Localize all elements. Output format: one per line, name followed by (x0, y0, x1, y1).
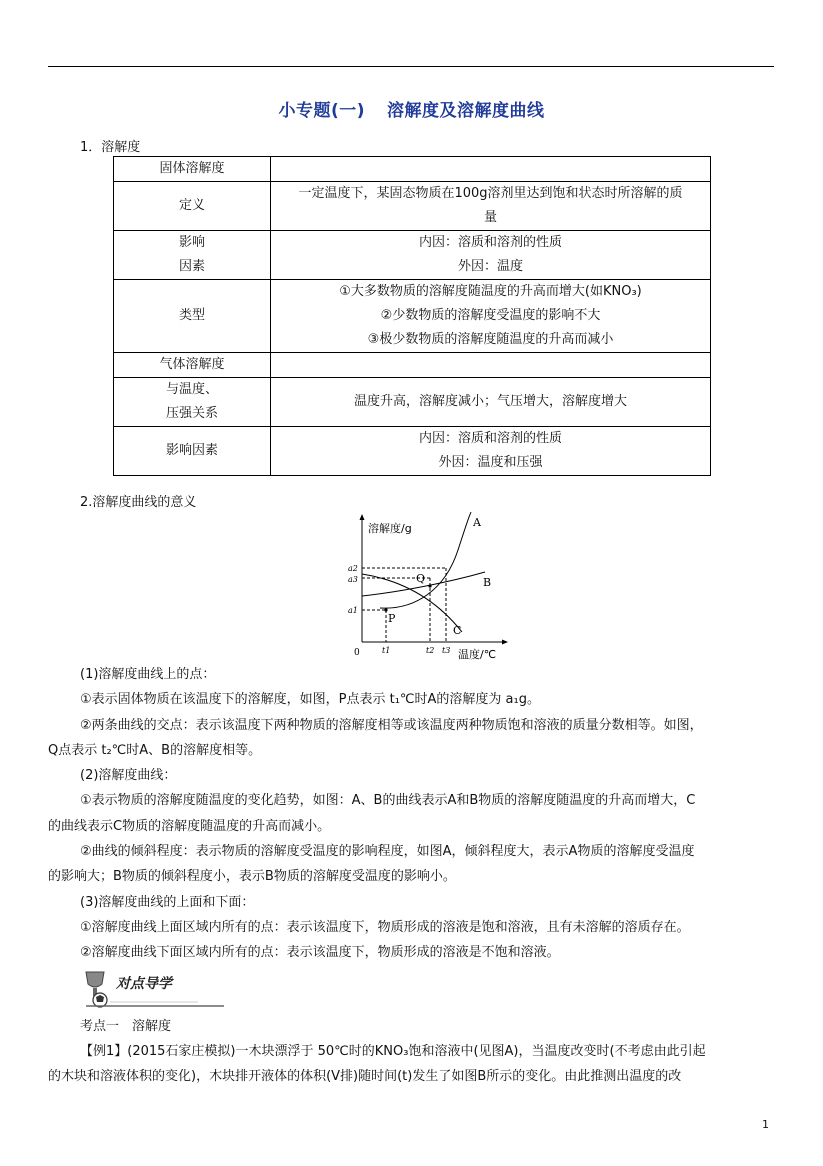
explanation-line: Q点表示 t₂℃时A、B的溶解度相等。 (48, 742, 262, 758)
explanation-line: ②两条曲线的交点：表示该温度下两种物质的溶解度相等或该温度两种物质饱和溶液的质量分数相等。如图， (80, 717, 703, 733)
explanation-text (48, 662, 778, 966)
table-cell-line (275, 157, 706, 181)
y-tick-a2: a2 (348, 564, 358, 573)
example-line: 的木块和溶液体积的变化)，木块排开液体的体积(V排)随时间(t)发生了如图B所示的变化。由此推测出温度的改 (48, 1069, 682, 1084)
table-row (114, 157, 711, 182)
point-q-label: Q (416, 572, 426, 585)
x-tick-t2: t2 (426, 646, 435, 655)
example-line: 【例1】(2015石家庄模拟)一木块漂浮于 50℃时的KNO₃饱和溶液中(见图A)，当温度改变时(不考虑由此引起 (80, 1044, 706, 1059)
table-cell-line: ②少数物质的溶解度受温度的影响不大 (380, 308, 601, 323)
table-row (114, 353, 711, 378)
table-cell-line: ③极少数物质的溶解度随温度的升高而减小 (367, 332, 614, 347)
point-q-dot (428, 584, 431, 587)
explanation-line: ①表示固体物质在该温度下的溶解度，如图，P点表示 t₁℃时A的溶解度为 a₁g。 (80, 692, 540, 708)
table-cell-line: 一定温度下，某固态物质在100g溶剂里达到饱和状态时所溶解的质 (298, 186, 683, 201)
solubility-curve-svg (340, 510, 510, 660)
table-row (114, 427, 711, 476)
point-p-label: P (388, 612, 396, 625)
solubility-table (113, 156, 711, 476)
explanation-line: ②溶解度曲线下面区域内所有的点：表示该温度下，物质形成的溶液是不饱和溶液。 (80, 945, 560, 961)
y-axis-label: 溶解度/g (368, 522, 412, 535)
table-cell-line: 外因：温度和压强 (438, 455, 543, 470)
table-cell-line: 内因：溶质和溶剂的性质 (418, 235, 562, 250)
curve-b-label: B (483, 576, 492, 589)
table-row (114, 231, 711, 280)
title-sub: 溶解度及溶解度曲线 (387, 101, 545, 121)
explanation-line: (3)溶解度曲线的上面和下面： (80, 894, 255, 910)
table-row-content (271, 231, 711, 280)
table-row (114, 182, 711, 231)
section-2-heading: 2.溶解度曲线的意义 (80, 495, 197, 510)
curve-a-label: A (473, 516, 481, 529)
solubility-curve-figure (340, 510, 510, 664)
explanation-line: 的影响大；B物质的倾斜程度小，表示B物质的溶解度受温度的影响小。 (48, 869, 456, 885)
table-row-content (271, 353, 711, 378)
y-tick-a3: a3 (348, 575, 358, 584)
page-title (0, 96, 823, 121)
table-row (114, 378, 711, 427)
title-main: 小专题(一) (278, 101, 366, 121)
example-text (48, 1014, 778, 1089)
table-row-content (271, 157, 711, 182)
y-axis-arrow (360, 514, 365, 520)
x-tick-t3: t3 (442, 646, 451, 655)
x-tick-t1: t1 (382, 646, 391, 655)
explanation-line: ①表示物质的溶解度随温度的变化趋势，如图：A、B的曲线表示A和B物质的溶解度随温度的升高而增大，C (80, 793, 696, 809)
explanation-line: ②曲线的倾斜程度：表示物质的溶解度受温度的影响程度，如图A，倾斜程度大，表示A物质的溶解度受温度 (80, 844, 695, 860)
table-row-content (271, 280, 711, 353)
example-line: 考点一 溶解度 (80, 1019, 172, 1034)
page-number: 1 (762, 1118, 769, 1131)
x-axis-label: 温度/℃ (458, 648, 497, 660)
origin-label: 0 (354, 648, 360, 658)
table-row-label: 定义 (114, 182, 271, 231)
table-row-content (271, 378, 711, 427)
explanation-line: ①溶解度曲线上面区域内所有的点：表示该温度下，物质形成的溶液是饱和溶液，且有未溶解的溶质存在。 (80, 919, 690, 935)
trophy-badge-icon (80, 966, 230, 1010)
table-cell-line (275, 353, 706, 377)
section-1-heading: 1．溶解度 (80, 140, 141, 155)
table-row-content (271, 182, 711, 231)
table-row-label: 气体溶解度 (114, 353, 271, 378)
x-axis-arrow (502, 640, 508, 645)
table-cell-line: 内因：溶质和溶剂的性质 (418, 431, 562, 446)
table-row-label: 类型 (114, 280, 271, 353)
curve-c-label: C (453, 624, 462, 637)
table-row-label: 影响因素 (114, 427, 271, 476)
badge-text: 对点导学 (116, 976, 172, 992)
section-badge (80, 966, 230, 1014)
explanation-line: (1)溶解度曲线上的点： (80, 667, 216, 682)
table-row-content (271, 427, 711, 476)
table-row-label: 与温度、 压强关系 (114, 378, 271, 427)
top-rule (48, 66, 774, 67)
table-row-label: 固体溶解度 (114, 157, 271, 182)
table-cell-line: 温度升高，溶解度减小；气压增大，溶解度增大 (353, 394, 627, 409)
table-cell-line: ①大多数物质的溶解度随温度的升高而增大(如KNO₃) (339, 284, 642, 299)
y-tick-a1: a1 (348, 606, 358, 615)
table-row-label: 影响 因素 (114, 231, 271, 280)
explanation-line: 的曲线表示C物质的溶解度随温度的升高而减小。 (48, 818, 331, 834)
table-cell-line: 外因：温度 (457, 259, 523, 274)
table-row (114, 280, 711, 353)
table-cell-line: 量 (483, 210, 497, 225)
explanation-line: (2)溶解度曲线： (80, 768, 177, 784)
